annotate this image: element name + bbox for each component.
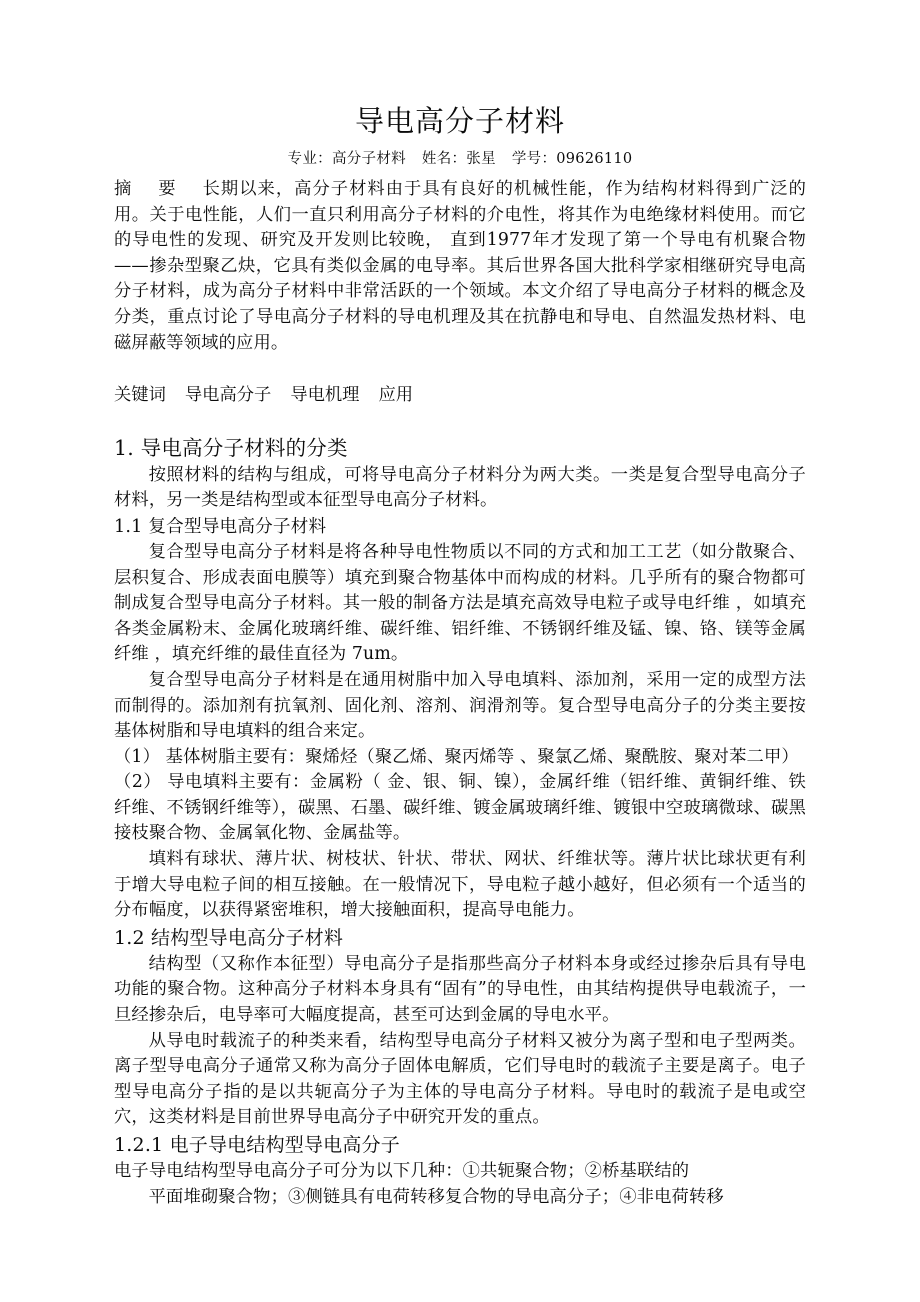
keyword-item-3: 应用 — [378, 385, 414, 406]
byline — [114, 138, 806, 170]
section-1-1-paragraph-3: 填料有球状、薄片状、树枝状、针状、带状、网状、纤维状等。薄片状比球状更有利于增大导电粒子间的相互接触。在一般情况下，导电粒子越小越好，但必须有一个适当的分布幅度，以获得紧密堆积，增大接触面积，提高导电能力。 — [114, 849, 806, 921]
page-title: 导电高分子材料 — [354, 104, 565, 138]
abstract-label-char-2: 要 — [157, 179, 177, 199]
major-label: 专业： — [287, 151, 332, 167]
keywords-line — [114, 356, 806, 409]
section-1-1-paragraph-1: 复合型导电高分子材料是将各种导电性物质以不同的方式和加工工艺（如分散聚合、层积复合、形成表面电膜等）填充到聚合物基体中而构成的材料。几乎所有的聚合物都可制成复合型导电高分子材料。其一般的制备方法是填充高效导电粒子或导电纤维 ，如填充各类金属粉末、金属化玻璃纤维、碳纤维、铝纤维、不锈钢纤维及锰、镍、铬、镁等金属纤维 ，填充纤维的最佳直径为 7um。 — [114, 541, 806, 665]
section-1-2-1-paragraph-1: 电子导电结构型导电高分子可分为以下几种：①共轭聚合物；②桥基联结的 — [114, 1161, 690, 1181]
section-1-1-list-item-2: （2） 导电填料主要有：金属粉（ 金、银、铜、镍），金属纤维（铝纤维、黄铜纤维、铁纤维、不锈钢纤维等），碳黑、石墨、碳纤维、镀金属玻璃纤维、镀银中空玻璃微球、碳黑接枝聚合物、金属氧化物、金属盐等。 — [114, 772, 806, 844]
name-value: 张星 — [466, 151, 496, 167]
section-1-2-1-paragraph-2: 平面堆砌聚合物；③侧链具有电荷转移复合物的导电高分子；④非电荷转移 — [148, 1186, 724, 1207]
abstract-label-char-1: 摘 — [114, 179, 133, 199]
major-value: 高分子材料 — [331, 151, 406, 167]
section-1-1-list-item-1: （1） 基体树脂主要有：聚烯烃（聚乙烯、聚丙烯等 、聚氯乙烯、聚酰胺、聚对苯二甲） — [114, 746, 799, 767]
section-1-paragraph-1: 按照材料的结构与组成，可将导电高分子材料分为两大类。一类是复合型导电高分子材料，另一类是结构型或本征型导电高分子材料。 — [114, 464, 806, 511]
keyword-item-1: 导电高分子 — [184, 385, 272, 406]
section-1-2-paragraph-1: 结构型（又称作本征型）导电高分子是指那些高分子材料本身或经过掺杂后具有导电功能的聚合物。这种高分子材料本身具有“固有”的导电性，由其结构提供导电载流子，一旦经掺杂后，电导率可大幅度提高，甚至可达到金属的导电水平。 — [114, 953, 806, 1026]
name-label: 姓名： — [421, 151, 467, 167]
keyword-item-2: 导电机理 — [290, 385, 360, 406]
abstract-paragraph — [114, 170, 806, 356]
abstract-text: 长期以来，高分子材料由于具有良好的机械性能，作为结构材料得到广泛的用。关于电性能，人们一直只利用高分子材料的介电性，将其作为电绝缘材料使用。而它的导电性的发现、研究及开发则比较晚， 直到1977年才发现了第一个导电有机聚合物——掺杂型聚乙炔，它具有类似金属的电导率。其后世界各国大批科学家相继研究导电高分子材料，成为高分子材料中非常活跃的一个领域。本文介绍了导电高分子材料的概念及分类，重点讨论了导电高分子材料的导电机理及其在抗静电和导电、自然温发热材料、电磁屏蔽等领域的应用。 — [114, 179, 807, 353]
section-heading-1: 1. 导电高分子材料的分类 — [114, 435, 348, 460]
keywords-label: 关键词 — [114, 385, 166, 406]
student-id-label: 学号： — [511, 151, 557, 167]
student-id-value: 09626110 — [556, 151, 633, 167]
section-heading-1-2-1: 1.2.1 电子导电结构型导电高分子 — [114, 1134, 400, 1156]
section-1-2-paragraph-2: 从导电时载流子的种类来看，结构型导电高分子材料又被分为离子型和电子型两类。离子型导电高分子通常又称为高分子固体电解质，它们导电时的载流子主要是离子。电子型导电高分子指的是以共轭高分子为主体的导电高分子材料。导电时的载流子是电或空穴，这类材料是目前世界导电高分子中研究开发的重点。 — [114, 1030, 806, 1128]
section-heading-1-2: 1.2 结构型导电高分子材料 — [114, 926, 344, 949]
document-content — [114, 0, 806, 1210]
section-1-1-paragraph-2: 复合型导电高分子材料是在通用树脂中加入导电填料、添加剂，采用一定的成型方法而制得的。添加剂有抗氧剂、固化剂、溶剂、润滑剂等。复合型导电高分子的分类主要按基体树脂和导电填料的组合来定。 — [114, 669, 806, 742]
section-heading-1-1: 1.1 复合型导电高分子材料 — [114, 516, 327, 537]
